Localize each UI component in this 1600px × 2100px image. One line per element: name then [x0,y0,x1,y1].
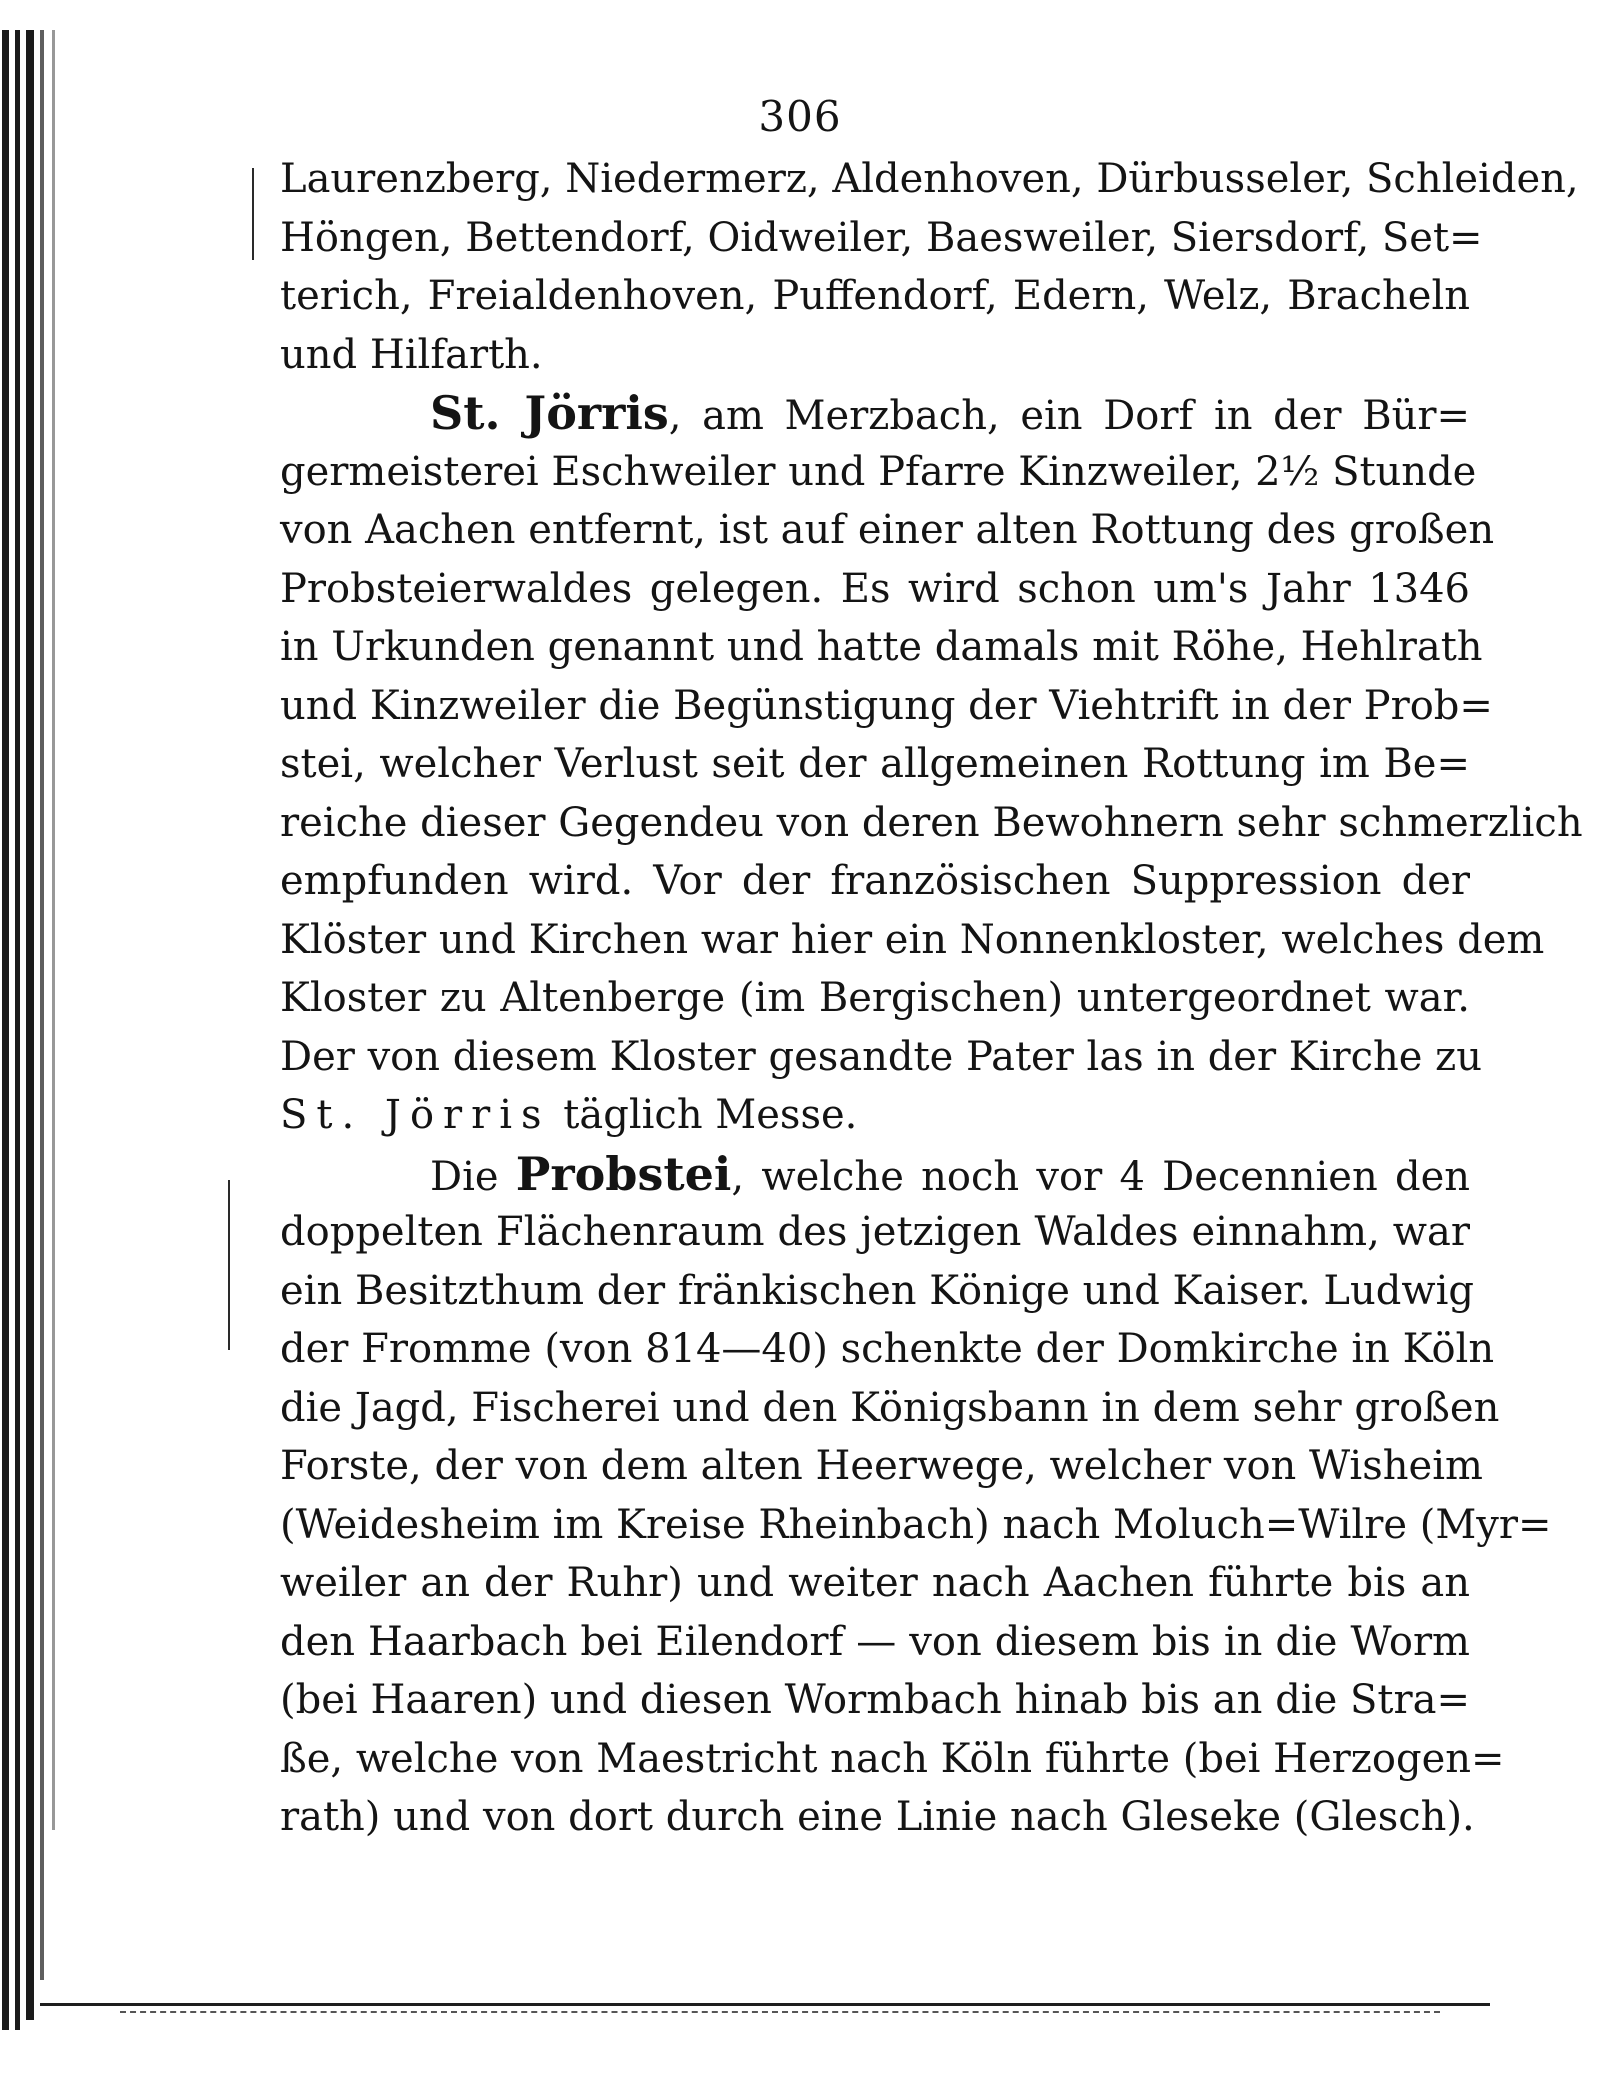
text-run: , am Merzbach, ein Dorf in der Bür= [668,393,1470,439]
text-line: und Hilfarth. [280,331,543,378]
text-line: reiche dieser Gegendeu von deren Bewohnern sehr schmerzlich [280,799,1583,846]
page-bottom-rule [40,2003,1490,2006]
text-line: stei, welcher Verlust seit der allgemeinen Rottung im Be= [280,741,1470,787]
text-line: (bei Haaren) und diesen Wormbach hinab bis an die Stra= [280,1677,1470,1723]
text-line: Der von diesem Kloster gesandte Pater las in der Kirche zu [280,1033,1482,1080]
entry-heading: St. Jörris [430,386,669,440]
text-line: den Haarbach bei Eilendorf — von diesem bis in die Worm [280,1618,1470,1665]
body-text [280,150,1583,1847]
text-run: , welche noch vor 4 Decennien den [731,1153,1471,1200]
text-line: weiler an der Ruhr) und weiter nach Aachen führte bis an [280,1560,1470,1606]
page-bottom-rule [120,2011,1440,2013]
text-line: und Kinzweiler die Begünstigung der Viehtrift in der Prob= [280,682,1493,729]
text-line [280,1086,1470,1145]
text-run: Die [430,1153,516,1200]
text-line: (Weidesheim im Kreise Rheinbach) nach Moluch=Wilre (Myr= [280,1501,1552,1548]
text-line: empfunden wird. Vor der französischen Suppression der [280,858,1470,904]
paragraph-probstei [280,1145,1552,1847]
text-run: täglich Messe. [550,1092,858,1138]
text-line: der Fromme (von 814—40) schenkte der Domkirche in Köln [280,1326,1495,1372]
margin-mark [252,168,254,260]
text-line: Forste, der von dem alten Heerwege, welcher von Wisheim [280,1443,1483,1489]
text-line: Klöster und Kirchen war hier ein Nonnenkloster, welches dem [280,916,1545,963]
margin-mark [228,1180,230,1350]
text-line: ße, welche von Maestricht nach Köln führte (bei Herzogen= [280,1735,1505,1782]
text-line: Kloster zu Altenberge (im Bergischen) untergeordnet war. [280,975,1470,1021]
text-line [280,1145,1470,1204]
text-line: die Jagd, Fischerei und den Königsbann in dem sehr großen [280,1384,1500,1431]
text-line: terich, Freialdenhoven, Puffendorf, Edern, Welz, Bracheln [280,273,1470,319]
paragraph-1 [280,150,1579,384]
spaced-name: St. Jörris [280,1092,551,1138]
text-line: Probsteierwaldes gelegen. Es wird schon um's Jahr 1346 [280,565,1470,612]
text-line [280,384,1470,443]
text-line: ein Besitzthum der fränkischen Könige und Kaiser. Ludwig [280,1267,1474,1314]
text-line: doppelten Flächenraum des jetzigen Waldes einnahm, war [280,1209,1470,1255]
text-line: in Urkunden genannt und hatte damals mit Röhe, Hehlrath [280,624,1483,670]
text-line: Laurenzberg, Niedermerz, Aldenhoven, Dürbusseler, Schleiden, [280,156,1579,202]
text-line: germeisterei Eschweiler und Pfarre Kinzweiler, 2½ Stunde [280,448,1477,495]
paragraph-st-joerris [280,384,1583,1145]
page-number: 306 [758,92,842,141]
text-line: rath) und von dort durch eine Linie nach Gleseke (Glesch). [280,1794,1475,1840]
book-binding-edge [0,30,70,2050]
text-line: Höngen, Bettendorf, Oidweiler, Baesweiler, Siersdorf, Set= [280,214,1483,261]
entry-heading: Probstei [515,1146,732,1201]
text-line: von Aachen entfernt, ist auf einer alten Rottung des großen [280,507,1495,553]
